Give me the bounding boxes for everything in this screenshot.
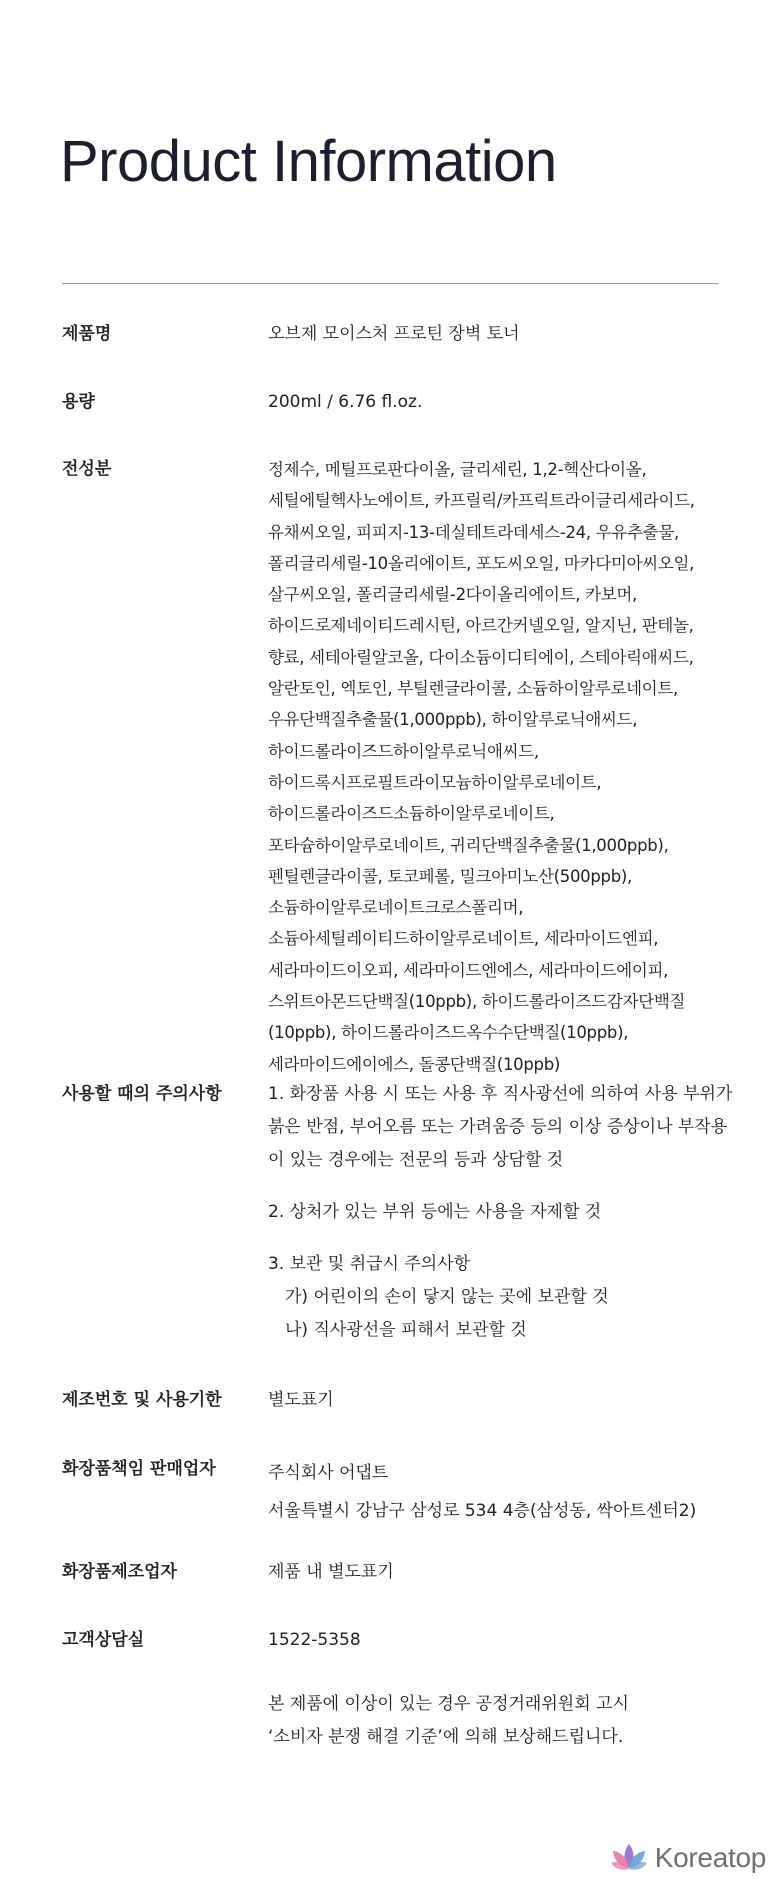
value-seller — [268, 1457, 723, 1523]
caution-item-1-line-3: 이 있는 경우에는 전문의 등과 상담할 것 — [268, 1150, 564, 1170]
label-caution: 사용할 때의 주의사항 — [62, 1084, 222, 1104]
caution-item-1-line-2: 붉은 반점, 부어오름 또는 가려움증 등의 이상 증상이나 부작용 — [268, 1117, 728, 1137]
caution-item-3-sub-2: 나) 직사광선을 피해서 보관할 것 — [285, 1320, 527, 1340]
caution-item-2 — [268, 1197, 723, 1228]
label-ingredients: 전성분 — [62, 459, 112, 479]
notice-line-2: ‘소비자 분쟁 해결 기준’에 의해 보상해드립니다. — [268, 1727, 624, 1747]
value-product-name: 오브제 모이스처 프로틴 장벽 토너 — [268, 324, 520, 344]
value-volume: 200ml / 6.76 fl.oz. — [268, 392, 423, 412]
label-seller: 화장품책임 판매업자 — [62, 1459, 216, 1479]
brand-name: Koreatop — [654, 1842, 766, 1873]
caution-item-1 — [268, 1078, 733, 1177]
value-caution — [268, 1078, 733, 1347]
page-title: Product Information — [60, 129, 557, 194]
label-product-name: 제품명 — [62, 324, 112, 344]
caution-item-2-line: 2. 상처가 있는 부위 등에는 사용을 자제할 것 — [268, 1202, 602, 1222]
seller-name: 주식회사 어댑트 — [268, 1463, 389, 1483]
label-manufacturer: 화장품제조업자 — [62, 1562, 177, 1582]
value-notice — [268, 1692, 723, 1749]
caution-item-3 — [268, 1248, 723, 1347]
notice-line-1: 본 제품에 이상이 있는 경우 공정거래위원회 고시 — [268, 1694, 629, 1714]
brand-logo — [609, 1838, 766, 1878]
seller-address: 서울특별시 강남구 삼성로 534 4층(삼성동, 싹아트센터2) — [268, 1501, 697, 1521]
value-customer-service: 1522-5358 — [268, 1630, 361, 1650]
value-lot-expiry: 별도표기 — [268, 1390, 334, 1410]
label-lot-expiry: 제조번호 및 사용기한 — [62, 1390, 222, 1410]
lotus-icon — [609, 1841, 649, 1875]
title-divider — [62, 283, 718, 284]
label-volume: 용량 — [62, 392, 95, 412]
caution-item-3-line: 3. 보관 및 취급시 주의사항 — [268, 1254, 471, 1274]
caution-item-3-sub-1: 가) 어린이의 손이 닿지 않는 곳에 보관할 것 — [285, 1287, 609, 1307]
label-customer-service: 고객상담실 — [62, 1630, 145, 1650]
value-manufacturer: 제품 내 별도표기 — [268, 1562, 394, 1582]
value-ingredients: 정제수, 메틸프로판다이올, 글리세린, 1,2-헥산다이올, 세틸에틸헥사노에이트, 카프릴릭/카프릭트라이글리세라이드, 유채씨오일, 피피지-13-데실테트라데세스-24, 우유추출물, 폴리글리세릴-10올리에이트, 포도씨오일, 마카다미아씨오일, 살구씨오일, 폴리글리세릴-2다이올리에이트, 카보머, 하이드로제네이티드레시틴, 아르간커넬오일, 알지닌, 판테놀, 향료, 세테아릴알코올, 다이소듐이디티에이, 스테아릭애씨드, 알란토인, 엑토인, 부틸렌글라이콜, 소듐하이알루로네이트, 우유단백질추출물(1,000ppb), 하이알루로닉애씨드, 하이드롤라이즈드하이알루로닉애씨드, 하이드록시프로필트라이모늄하이알루로네이트, 하이드롤라이즈드소듐하이알루로네이트, 포타슘하이알루로네이트, 귀리단백질추출물(1,000ppb), 펜틸렌글라이콜, 토코페롤, 밀크아미노산(500ppb), 소듐하이알루로네이트크로스폴리머, 소듐아세틸레이티드하이알루로네이트, 세라마이드엔피, 세라마이드이오피, 세라마이드엔에스, 세라마이드에이피, 스위트아몬드단백질(10ppb), 하이드롤라이즈드감자단백질(10ppb), 하이드롤라이즈드옥수수단백질(10ppb), 세라마이드에이에스, 돌콩단백질(10ppb) — [268, 460, 695, 1074]
caution-item-1-line-1: 1. 화장품 사용 시 또는 사용 후 직사광선에 의하여 사용 부위가 — [268, 1084, 733, 1104]
